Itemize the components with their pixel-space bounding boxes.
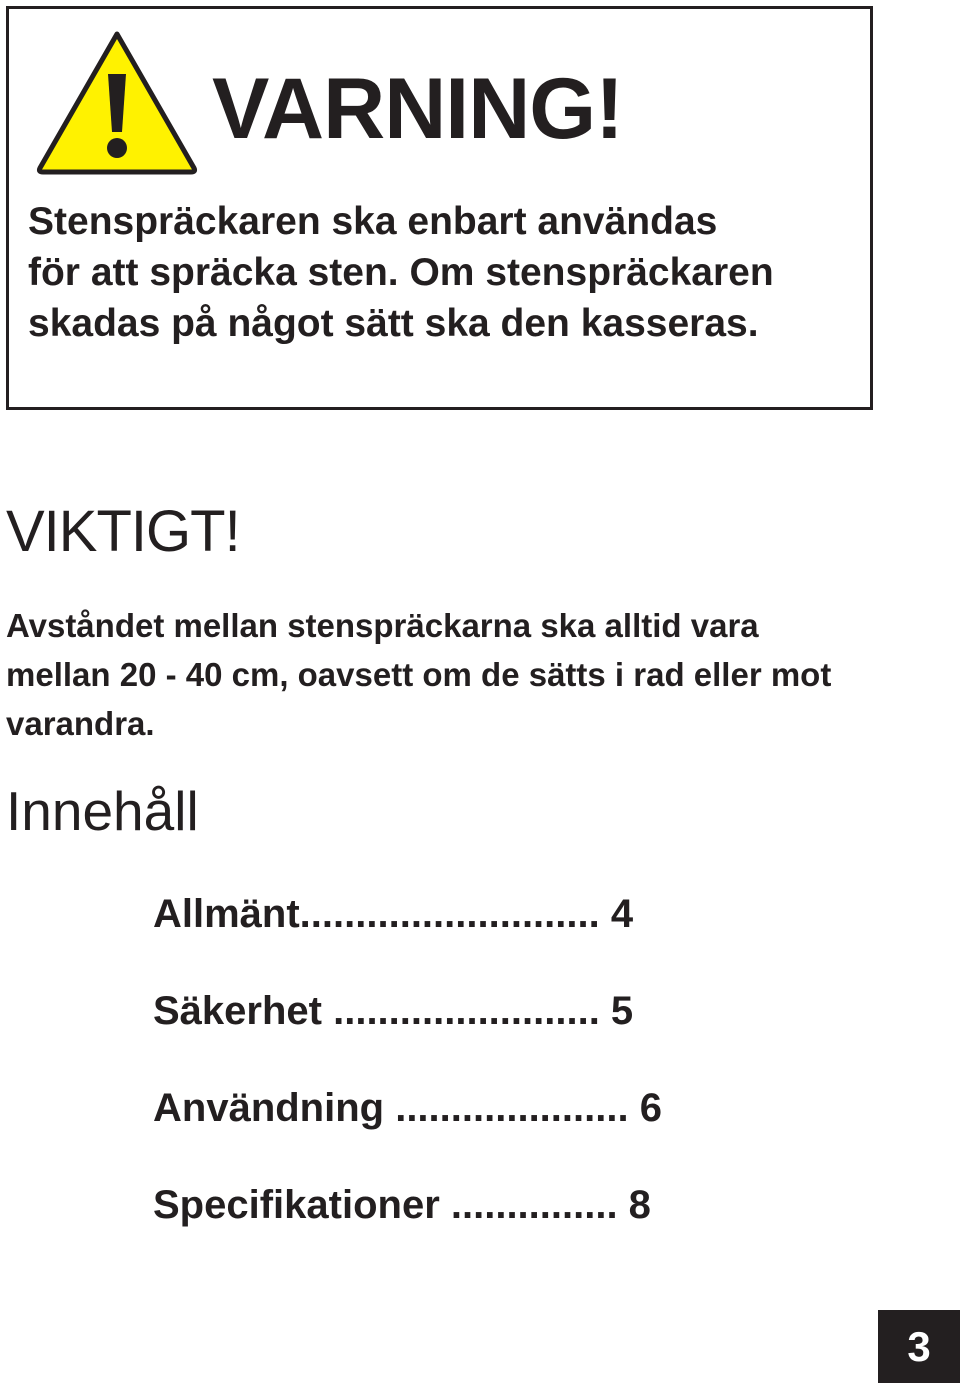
toc-item: Specifikationer ............... 8	[153, 1183, 651, 1227]
toc-list	[153, 890, 662, 1278]
page-number-label: 3	[907, 1322, 931, 1370]
warning-triangle-icon	[34, 28, 200, 176]
warning-text-line: skadas på något sätt ska den kasseras.	[28, 302, 759, 345]
toc-item: Användning ..................... 6	[153, 1086, 662, 1130]
important-heading: VIKTIGT!	[6, 499, 240, 564]
warning-text-line: Stenspräckaren ska enbart användas	[28, 200, 718, 243]
toc-item: Allmänt........................... 4	[153, 892, 634, 936]
toc-item: Säkerhet ........................ 5	[153, 989, 634, 1033]
important-text-line: Avståndet mellan stenspräckarna ska alltid vara	[6, 607, 759, 644]
important-text-line: mellan 20 - 40 cm, oavsett om de sätts i rad eller mot	[6, 656, 832, 693]
page-number	[878, 1310, 960, 1383]
warning-text-line: för att spräcka sten. Om stenspräckaren	[28, 251, 774, 294]
important-text	[6, 601, 906, 748]
warning-text	[28, 196, 858, 349]
warning-title: VARNING!	[212, 61, 623, 157]
important-text-line: varandra.	[6, 705, 155, 742]
toc-heading: Innehåll	[6, 780, 199, 842]
